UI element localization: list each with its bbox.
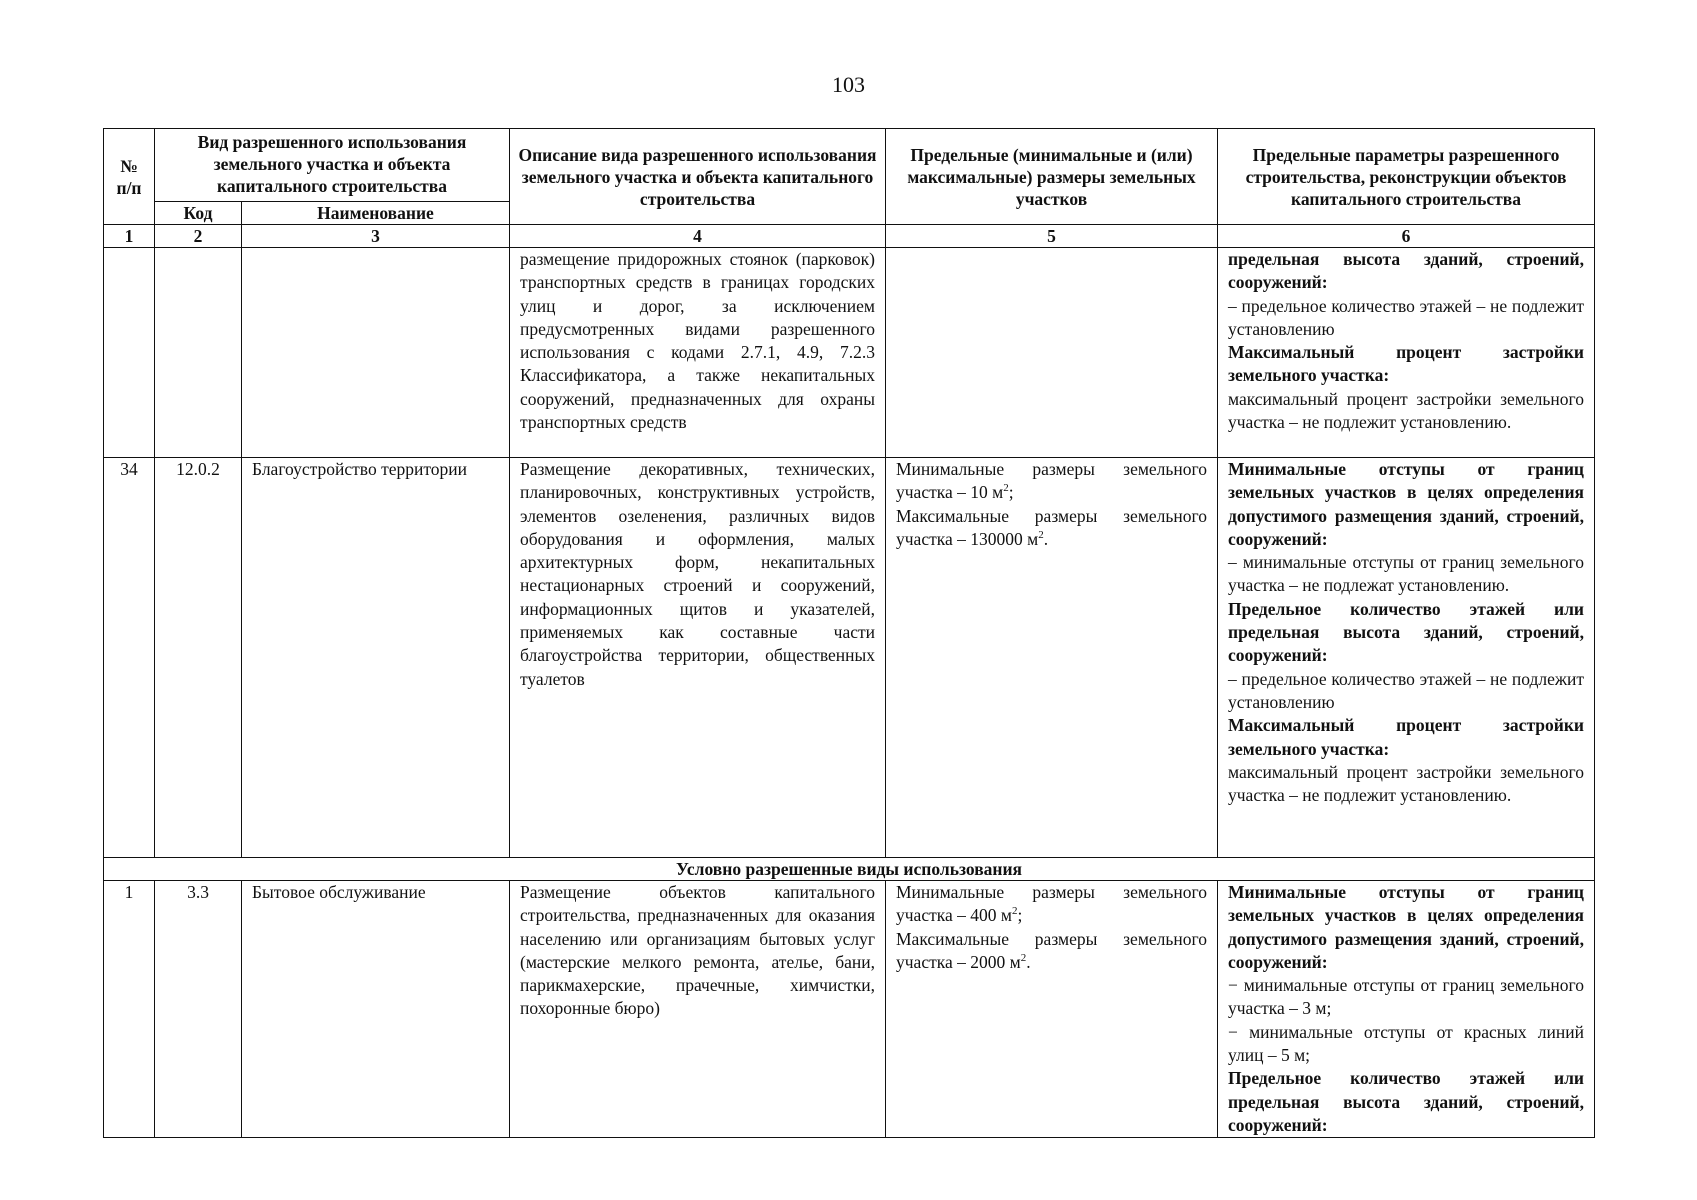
param-heading: Предельное количество этажей или предельная высота зданий, строений, сооружений:	[1228, 1068, 1584, 1135]
header-description: Описание вида разрешенного использования земельного участка и объекта капитального строительства	[510, 129, 886, 225]
header-name: Наименование	[242, 202, 510, 225]
row-code: 3.3	[155, 881, 242, 1138]
param-heading: Минимальные отступы от границ земельных участков в целях определения допустимого размещения зданий, строений, сооружений:	[1228, 459, 1584, 549]
param-value: – предельное количество этажей – не подлежит установлению	[1228, 295, 1584, 339]
row-params	[1218, 458, 1595, 858]
header-code: Код	[155, 202, 242, 225]
param-value: максимальный процент застройки земельного участка – не подлежит установлению.	[1228, 388, 1584, 433]
header-num: № п/п	[104, 129, 155, 225]
row-params	[1218, 881, 1595, 1138]
table-row	[104, 248, 1595, 458]
size-min: Минимальные размеры земельного участка – 400 $м^2$;	[896, 882, 1207, 926]
row-code	[155, 248, 242, 458]
row-num	[104, 248, 155, 458]
table-row	[104, 458, 1595, 858]
section-header-row	[104, 858, 1595, 881]
header-sizes: Предельные (минимальные и (или) максимальные) размеры земельных участков	[886, 129, 1218, 225]
page-number: 103	[832, 72, 865, 97]
row-num: 1	[104, 881, 155, 1138]
header-row	[104, 129, 1595, 202]
row-description: Размещение декоративных, технических, планировочных, конструктивных устройств, элементов озеленения, различных видов оборудования и оформления, малых архитектурных форм, некапитальных нестационарных строений и сооружений, информационных щитов и указателей, применяемых как составные части благоустройства территории, общественных туалетов	[510, 458, 886, 858]
row-sizes	[886, 458, 1218, 858]
header-vid: Вид разрешенного использования земельного участка и объекта капитального строительства	[155, 129, 510, 202]
row-code: 12.0.2	[155, 458, 242, 858]
section-title: Условно разрешенные виды использования	[104, 858, 1595, 881]
column-number: 6	[1218, 225, 1595, 248]
column-number: 2	[155, 225, 242, 248]
param-value: – минимальные отступы от границ земельного участка – не подлежат установлению.	[1228, 552, 1584, 596]
row-params	[1218, 248, 1595, 458]
param-heading: предельная высота зданий, строений, сооружений:	[1228, 249, 1584, 293]
column-number: 1	[104, 225, 155, 248]
param-value: максимальный процент застройки земельного участка – не подлежит установлению.	[1228, 761, 1584, 806]
param-value: − минимальные отступы от красных линий улиц – 5 м;	[1228, 1021, 1584, 1066]
size-min: Минимальные размеры земельного участка – 10 $м^2$;	[896, 459, 1207, 503]
row-name	[242, 248, 510, 458]
size-max: Максимальные размеры земельного участка – 130000 $м^2$.	[896, 505, 1207, 549]
param-value: – предельное количество этажей – не подлежит установлению	[1228, 668, 1584, 712]
regulations-table	[103, 128, 1595, 1138]
param-heading: Предельное количество этажей или предельная высота зданий, строений, сооружений:	[1228, 598, 1584, 666]
column-number: 5	[886, 225, 1218, 248]
row-name: Благоустройство территории	[242, 458, 510, 858]
table-row	[104, 881, 1595, 1138]
row-name: Бытовое обслуживание	[242, 881, 510, 1138]
param-heading: Минимальные отступы от границ земельных участков в целях определения допустимого размещения зданий, строений, сооружений:	[1228, 882, 1584, 972]
row-description: размещение придорожных стоянок (парковок) транспортных средств в границах городских улиц и дорог, за исключением предусмотренных видами разрешенного использования с кодами 2.7.1, 4.9, 7.2.3 Классификатора, а также некапитальных сооружений, предназначенных для охраны транспортных средств	[510, 248, 886, 458]
size-max: Максимальные размеры земельного участка – 2000 $м^2$.	[896, 928, 1207, 972]
header-params: Предельные параметры разрешенного строительства, реконструкции объектов капитального строительства	[1218, 129, 1595, 225]
row-sizes	[886, 881, 1218, 1138]
row-sizes	[886, 248, 1218, 458]
param-heading: Максимальный процент застройки земельного участка:	[1228, 342, 1584, 386]
column-numbers-row	[104, 225, 1595, 248]
param-value: − минимальные отступы от границ земельного участка – 3 м;	[1228, 975, 1584, 1019]
param-heading: Максимальный процент застройки земельного участка:	[1228, 715, 1584, 759]
row-description: Размещение объектов капитального строительства, предназначенных для оказания населению или организациям бытовых услуг (мастерские мелкого ремонта, ателье, бани, парикмахерские, прачечные, химчистки, похоронные бюро)	[510, 881, 886, 1138]
row-num: 34	[104, 458, 155, 858]
column-number: 4	[510, 225, 886, 248]
column-number: 3	[242, 225, 510, 248]
